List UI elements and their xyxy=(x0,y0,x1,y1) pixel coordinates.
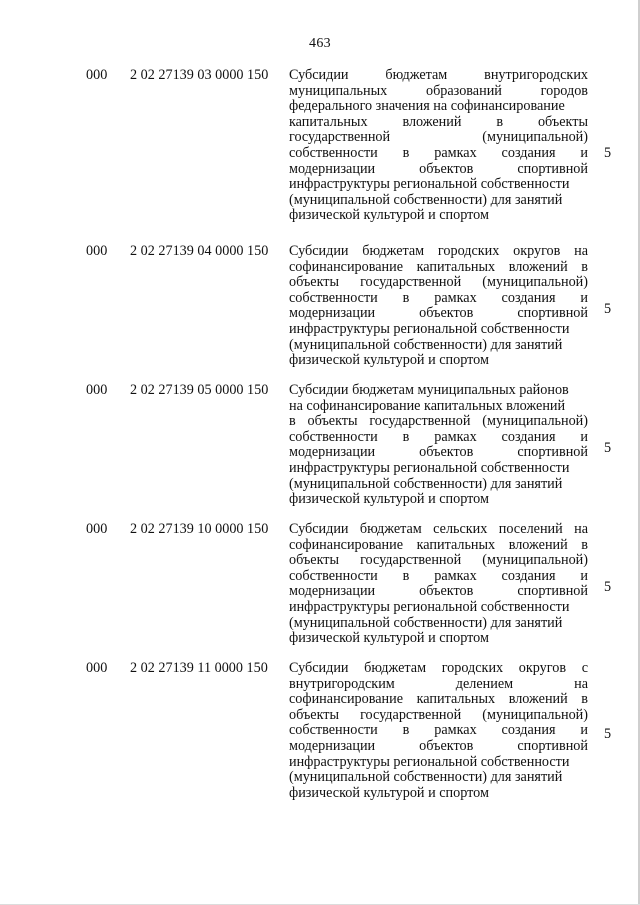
description-line: Субсидии бюджетам муниципальных районов xyxy=(289,382,569,398)
description-line: модернизации объектов спортивной xyxy=(289,584,588,600)
admin-code-cell: 000 xyxy=(86,67,108,83)
description-line: физической культурой и спортом xyxy=(289,491,489,508)
budget-code-cell: 2 02 27139 04 0000 150 xyxy=(130,243,269,259)
admin-code-cell: 000 xyxy=(86,660,108,676)
description-line: физической культурой и спортом xyxy=(289,352,489,369)
value-cell: 5 xyxy=(604,579,612,595)
description-line: собственности в рамках создания и xyxy=(289,145,588,161)
description-cell xyxy=(289,522,588,647)
description-line: Субсидии бюджетам городских округов на xyxy=(289,244,588,259)
description-cell xyxy=(289,383,588,508)
value-cell: 5 xyxy=(604,301,612,317)
description-line: объекты государственной (муниципальной) xyxy=(289,707,588,723)
description-cell xyxy=(289,68,588,224)
description-line: Субсидии бюджетам внутригородских xyxy=(289,68,588,83)
description-cell xyxy=(289,244,588,369)
description-line: (муниципальной собственности) для занятий xyxy=(289,336,563,353)
admin-code-cell: 000 xyxy=(86,521,108,537)
budget-code-cell: 2 02 27139 10 0000 150 xyxy=(130,521,269,537)
description-line: инфраструктуры региональной собственности xyxy=(289,598,570,615)
budget-code-cell: 2 02 27139 11 0000 150 xyxy=(130,660,268,676)
admin-code-cell: 000 xyxy=(86,243,108,259)
description-line: в объекты государственной (муниципальной) xyxy=(289,414,588,430)
description-line: собственности в рамках создания и xyxy=(289,723,588,739)
description-line: Субсидии бюджетам городских округов с xyxy=(289,661,588,676)
description-line: физической культурой и спортом xyxy=(289,784,489,801)
description-line: инфраструктуры региональной собственности xyxy=(289,753,570,770)
description-line: собственности в рамках создания и xyxy=(289,429,588,445)
description-line: инфраструктуры региональной собственности xyxy=(289,459,570,476)
description-line: инфраструктуры региональной собственности xyxy=(289,320,570,337)
description-line: федерального значения на софинансирование xyxy=(289,98,565,115)
description-line: Субсидии бюджетам сельских поселений на xyxy=(289,522,588,537)
description-line: (муниципальной собственности) для занятий xyxy=(289,769,563,786)
description-line: (муниципальной собственности) для занятий xyxy=(289,191,563,208)
description-line: инфраструктуры региональной собственности xyxy=(289,176,570,193)
description-line: объекты государственной (муниципальной) xyxy=(289,553,588,569)
description-line: модернизации объектов спортивной xyxy=(289,161,588,177)
page-number: 463 xyxy=(309,36,331,51)
description-cell xyxy=(289,661,588,801)
description-line: на софинансирование капитальных вложений xyxy=(289,397,566,414)
description-line: собственности в рамках создания и xyxy=(289,290,588,306)
description-line: собственности в рамках создания и xyxy=(289,568,588,584)
description-line: физической культурой и спортом xyxy=(289,207,489,224)
budget-code-cell: 2 02 27139 03 0000 150 xyxy=(130,67,269,83)
description-line: (муниципальной собственности) для занятий xyxy=(289,475,563,492)
description-line: софинансирование капитальных вложений в xyxy=(289,692,588,708)
value-cell: 5 xyxy=(604,726,612,742)
description-line: объекты государственной (муниципальной) xyxy=(289,275,588,291)
description-line: внутригородским делением на xyxy=(289,676,588,692)
description-line: муниципальных образований городов xyxy=(289,83,588,99)
description-line: государственной (муниципальной) xyxy=(289,130,588,146)
budget-code-cell: 2 02 27139 05 0000 150 xyxy=(130,382,269,398)
value-cell: 5 xyxy=(604,440,612,456)
description-line: софинансирование капитальных вложений в xyxy=(289,537,588,553)
admin-code-cell: 000 xyxy=(86,382,108,398)
description-line: физической культурой и спортом xyxy=(289,630,489,647)
description-line: модернизации объектов спортивной xyxy=(289,738,588,754)
description-line: модернизации объектов спортивной xyxy=(289,445,588,461)
value-cell: 5 xyxy=(604,145,612,161)
description-line: модернизации объектов спортивной xyxy=(289,306,588,322)
description-line: капитальных вложений в объекты xyxy=(289,114,588,130)
description-line: (муниципальной собственности) для занятий xyxy=(289,614,563,631)
description-line: софинансирование капитальных вложений в xyxy=(289,259,588,275)
